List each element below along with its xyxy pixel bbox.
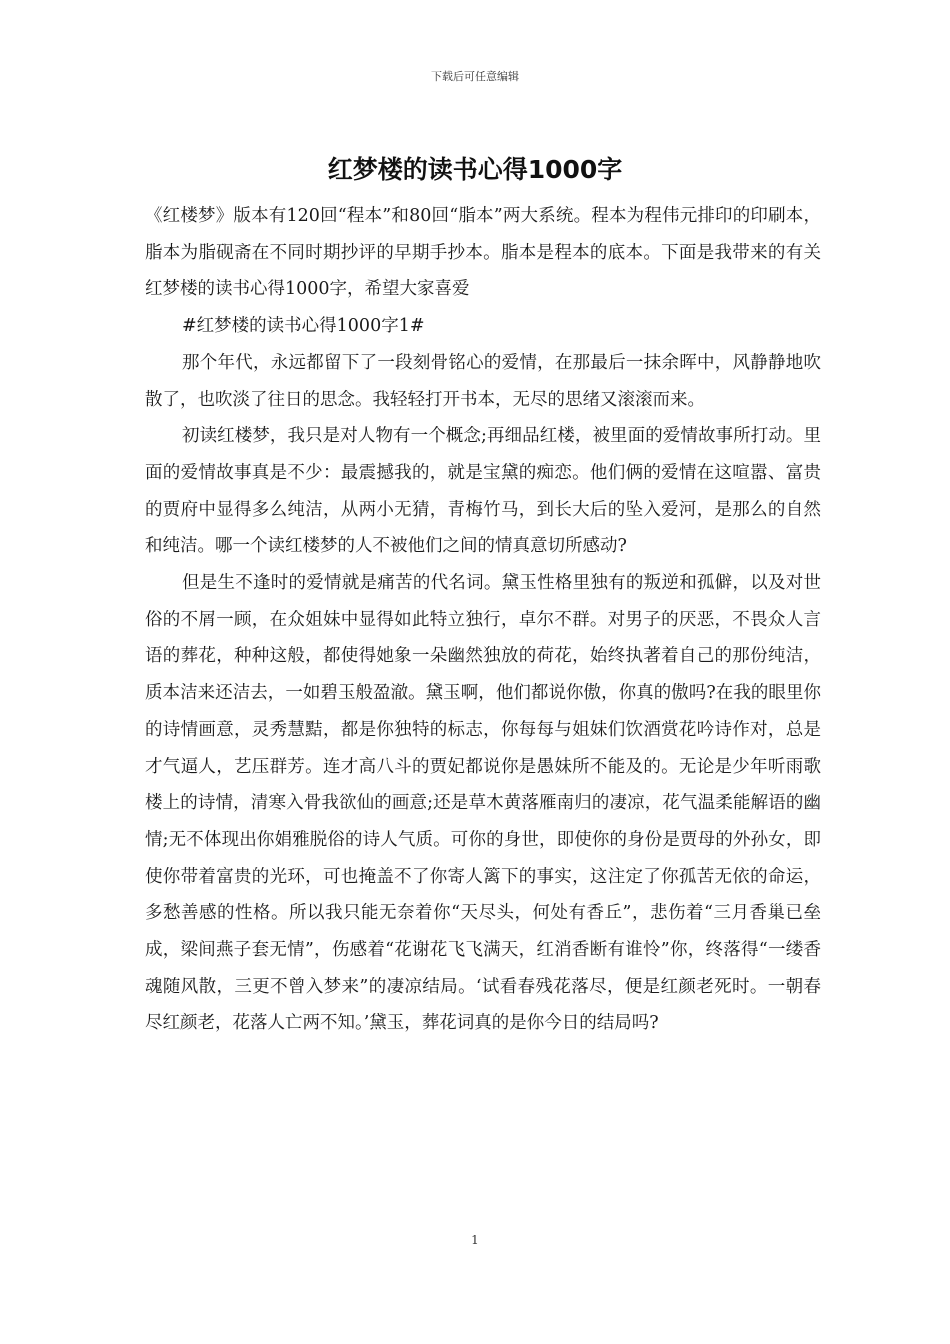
page-number: 1 xyxy=(471,1233,479,1247)
body-paragraph: 但是生不逢时的爱情就是痛苦的代名词。黛玉性格里独有的叛逆和孤僻，以及对世俗的不屑一顾，在众姐妹中显得如此特立独行，卓尔不群。对男子的厌恶，不畏众人言语的葬花，种种这般，都使得她象一朵幽然独放的荷花，始终执著着自己的那份纯洁，质本洁来还洁去，一如碧玉般盈澈。黛玉啊，他们都说你傲，你真的傲吗?在我的眼里你的诗情画意，灵秀慧黠，都是你独特的标志，你每每与姐妹们饮酒赏花吟诗作对，总是才气逼人，艺压群芳。连才高八斗的贾妃都说你是愚妹所不能及的。无论是少年听雨歌楼上的诗情，清寒入骨我欲仙的画意;还是草木黄落雁南归的凄凉，花气温柔能解语的幽情;无不体现出你娟雅脱俗的诗人气质。可你的身世，即使你的身份是贾母的外孙女，即使你带着富贵的光环，可也掩盖不了你寄人篱下的事实，这注定了你孤苦无依的命运，多愁善感的性格。所以我只能无奈着你“天尽头，何处有香丘”，悲伤着“三月香巢已垒成，梁间燕子套无情”，伤感着“花谢花飞飞满天，红消香断有谁怜”你，终落得“一缕香魂随风散，三更不曾入梦来”的凄凉结局。‘试看春残花落尽，便是红颜老死时。一朝春尽红颜老，花落人亡两不知。’黛玉，葬花词真的是你今日的结局吗? xyxy=(145,573,821,1034)
document-title: 红梦楼的读书心得1000字 xyxy=(327,155,623,184)
page-header-note: 下载后可任意编辑 xyxy=(431,70,519,83)
body-paragraph: 那个年代，永远都留下了一段刻骨铭心的爱情，在那最后一抹余晖中，风静静地吹散了，也吹淡了往日的思念。我轻轻打开书本，无尽的思绪又滚滚而来。 xyxy=(145,352,821,410)
intro-paragraph: 《红楼梦》版本有120回“程本”和80回“脂本”两大系统。程本为程伟元排印的印刷本，脂本为脂砚斋在不同时期抄评的早期手抄本。脂本是程本的底本。下面是我带来的有关红梦楼的读书心得1000字，希望大家喜爱 xyxy=(145,206,821,300)
body-paragraph: 初读红楼梦，我只是对人物有一个概念;再细品红楼，被里面的爱情故事所打动。里面的爱情故事真是不少：最震撼我的，就是宝黛的痴恋。他们俩的爱情在这喧嚣、富贵的贾府中显得多么纯洁，从两小无猜，青梅竹马，到长大后的坠入爱河，是那么的自然和纯洁。哪一个读红楼梦的人不被他们之间的情真意切所感动? xyxy=(145,426,821,557)
document-body xyxy=(145,198,821,1042)
section-heading: #红梦楼的读书心得1000字1# xyxy=(182,316,425,337)
